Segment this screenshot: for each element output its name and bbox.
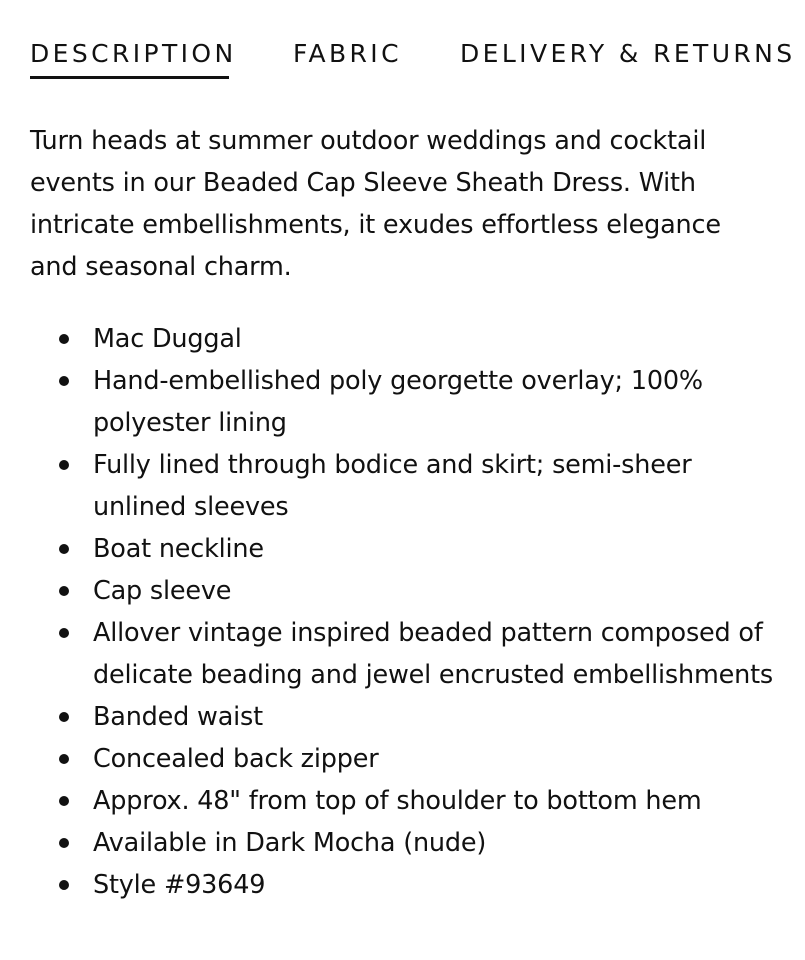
feature-item: Approx. 48" from top of shoulder to bottom hem: [30, 780, 775, 822]
product-description: Turn heads at summer outdoor weddings and cocktail events in our Beaded Cap Sleeve Sheath Dress. With intricate embellishments, it exudes effortless elegance and seasonal charm.: [30, 126, 721, 282]
feature-item: Banded waist: [30, 696, 775, 738]
feature-item: Allover vintage inspired beaded pattern composed of delicate beading and jewel encrusted embellishments: [30, 612, 775, 696]
feature-item: Cap sleeve: [30, 570, 775, 612]
tab-bar: [30, 0, 796, 82]
tab-description[interactable]: DESCRIPTION: [30, 39, 237, 68]
feature-item: Concealed back zipper: [30, 738, 775, 780]
feature-item: Boat neckline: [30, 528, 775, 570]
feature-item: Mac Duggal: [30, 318, 775, 360]
feature-item: Style #93649: [30, 864, 775, 906]
tab-delivery-returns[interactable]: DELIVERY & RETURNS: [460, 39, 796, 68]
feature-item: Fully lined through bodice and skirt; semi-sheer unlined sleeves: [30, 444, 775, 528]
feature-item: Available in Dark Mocha (nude): [30, 822, 775, 864]
feature-list: [30, 318, 775, 906]
active-tab-indicator: [30, 76, 229, 79]
tab-fabric[interactable]: FABRIC: [293, 39, 402, 68]
feature-item: Hand-embellished poly georgette overlay; 100% polyester lining: [30, 360, 775, 444]
